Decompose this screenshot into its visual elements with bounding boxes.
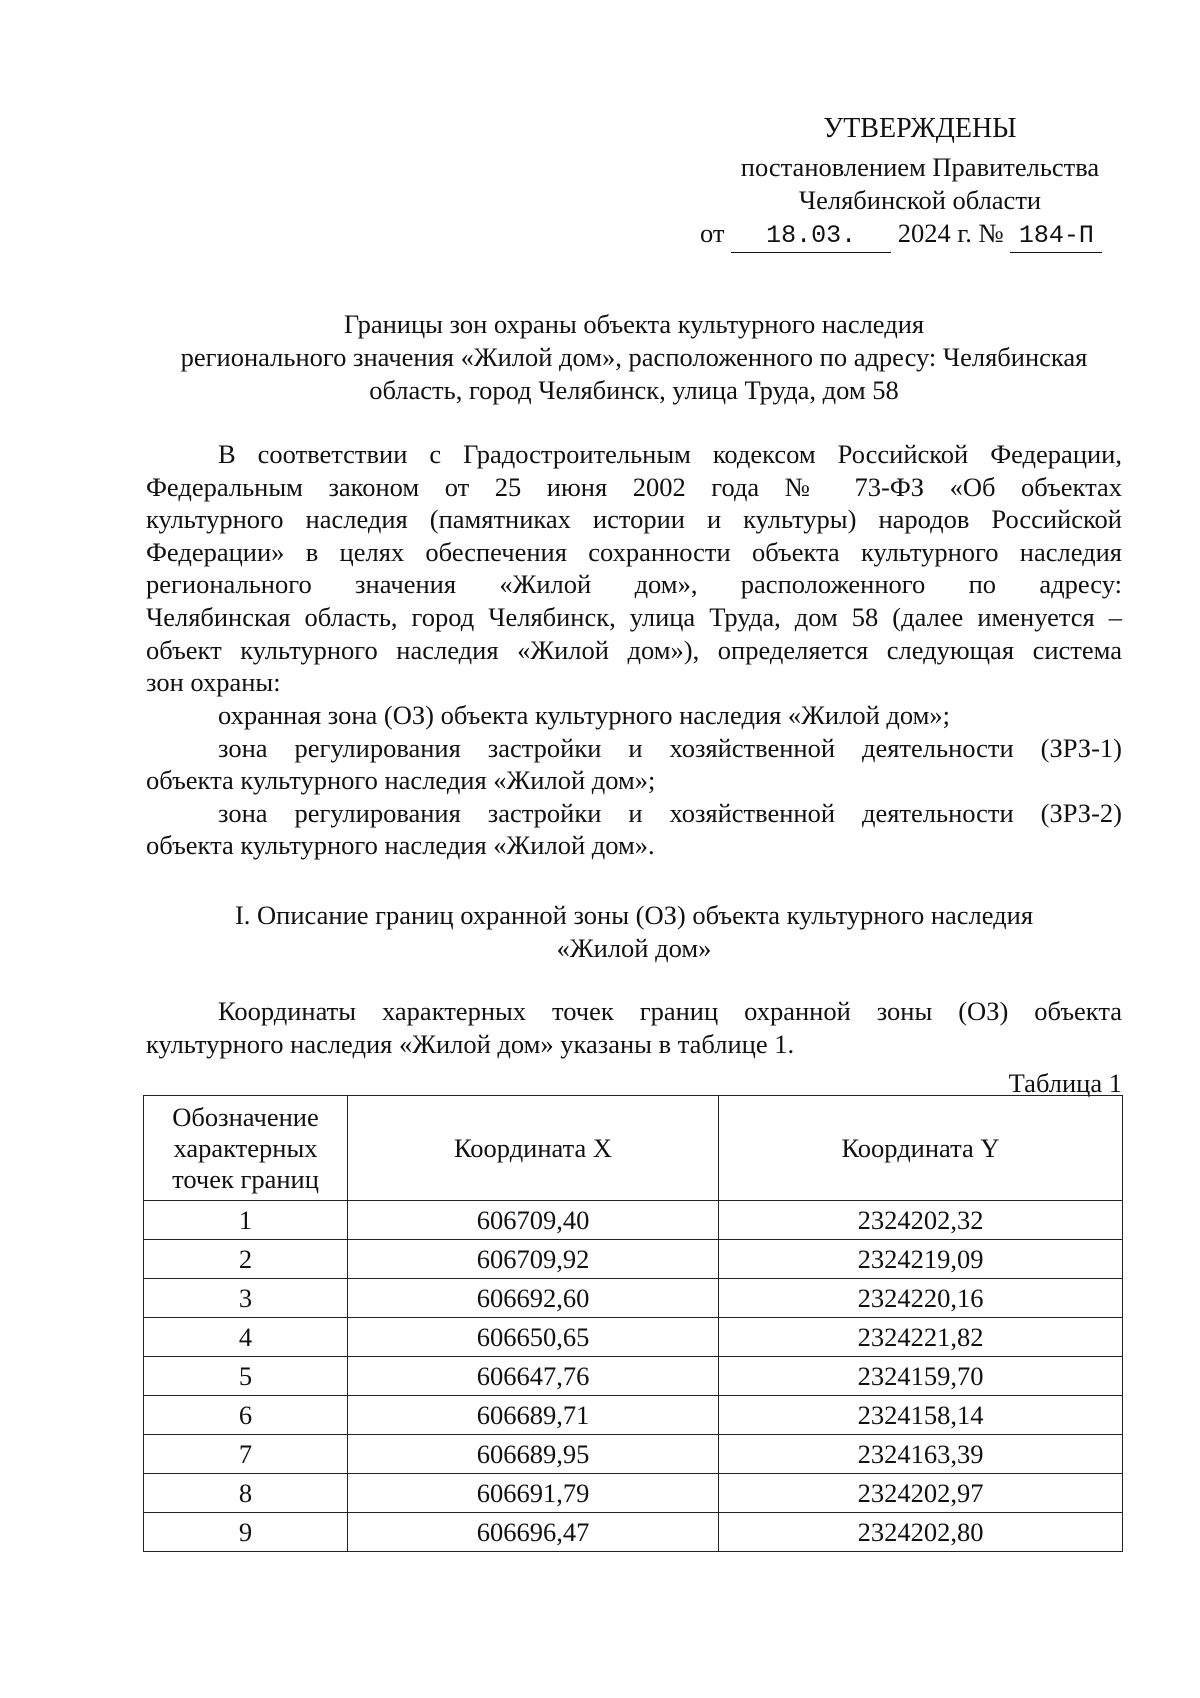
document-title (146, 308, 1122, 407)
cell-x: 606696,47 (348, 1513, 719, 1552)
table-row (144, 1474, 1123, 1513)
cell-point: 6 (144, 1396, 348, 1435)
table-row (144, 1435, 1123, 1474)
intro-line: Федеральным законом от 25 июня 2002 года № 73-ФЗ «Об объектах (146, 471, 1122, 502)
cell-point: 7 (144, 1435, 348, 1474)
coordinates-table (143, 1095, 1123, 1552)
cell-x: 606691,79 (348, 1474, 719, 1513)
table-header-row (144, 1096, 1123, 1201)
table-caption: Таблица 1 (1008, 1068, 1122, 1098)
cell-x: 606650,65 (348, 1318, 719, 1357)
approval-date-prefix: от (700, 218, 725, 248)
section-line: Координаты характерных точек границ охранной зоны (ОЗ) объекта (218, 996, 1122, 1026)
approval-issuer: постановлением Правительства (740, 152, 1100, 182)
intro-line: культурного наследия (памятниках истории и культуры) народов Российской (146, 504, 1122, 535)
approval-number: 184-П (1010, 220, 1102, 253)
table-row (144, 1279, 1123, 1318)
zone-item (146, 797, 1122, 862)
cell-point: 4 (144, 1318, 348, 1357)
header-x: Координата X (348, 1096, 719, 1201)
cell-y: 2324202,97 (719, 1474, 1123, 1513)
zone-line: зона регулирования застройки и хозяйственной деятельности (ЗРЗ-1) (218, 732, 1122, 763)
cell-point: 3 (144, 1279, 348, 1318)
table-row (144, 1513, 1123, 1552)
approval-region: Челябинской области (798, 185, 1042, 215)
table-body (144, 1201, 1123, 1552)
intro-line: Федерации» в целях обеспечения сохранности объекта культурного наследия (146, 536, 1122, 567)
intro-paragraph (146, 438, 1122, 699)
intro-line: объект культурного наследия «Жилой дом»), определяется следующая система (146, 634, 1122, 665)
zone-item (146, 699, 1122, 732)
header-point: Обозначение характерных точек границ (144, 1096, 348, 1201)
zone-line: объекта культурного наследия «Жилой дом»; (146, 765, 656, 796)
section-title-line: «Жилой дом» (556, 933, 712, 963)
cell-point: 5 (144, 1357, 348, 1396)
cell-x: 606709,40 (348, 1201, 719, 1240)
cell-x: 606689,95 (348, 1435, 719, 1474)
approval-date-row (700, 217, 1140, 253)
cell-x: 606647,76 (348, 1357, 719, 1396)
table-row (144, 1240, 1123, 1279)
cell-point: 1 (144, 1201, 348, 1240)
table-row (144, 1318, 1123, 1357)
intro-line: В соответствии с Градостроительным кодексом Российской Федерации, (218, 439, 1122, 469)
intro-line: зон охраны: (146, 667, 281, 698)
zone-line: объекта культурного наследия «Жилой дом». (146, 830, 655, 861)
section-line: культурного наследия «Жилой дом» указаны в таблице 1. (146, 1028, 795, 1059)
cell-y: 2324159,70 (719, 1357, 1123, 1396)
intro-line: регионального значения «Жилой дом», расположенного по адресу: (146, 569, 1122, 600)
title-line: Границы зон охраны объекта культурного наследия (343, 309, 925, 339)
cell-x: 606692,60 (348, 1279, 719, 1318)
cell-point: 8 (144, 1474, 348, 1513)
title-line: регионального значения «Жилой дом», расположенного по адресу: Челябинская (180, 342, 1088, 372)
approval-title: УТВЕРЖДЕНЫ (823, 113, 1017, 144)
cell-point: 9 (144, 1513, 348, 1552)
cell-y: 2324202,32 (719, 1201, 1123, 1240)
cell-y: 2324219,09 (719, 1240, 1123, 1279)
approval-date: 18.03. (731, 220, 891, 253)
section-paragraph (146, 995, 1122, 1060)
zones-list (146, 699, 1122, 862)
cell-y: 2324220,16 (719, 1279, 1123, 1318)
table-row (144, 1396, 1123, 1435)
table-row (144, 1201, 1123, 1240)
zone-line: зона регулирования застройки и хозяйственной деятельности (ЗРЗ-2) (218, 797, 1122, 828)
header-y: Координата Y (719, 1096, 1123, 1201)
cell-x: 606689,71 (348, 1396, 719, 1435)
table-row (144, 1357, 1123, 1396)
title-line: область, город Челябинск, улица Труда, дом 58 (369, 375, 899, 405)
intro-line: Челябинская область, город Челябинск, улица Труда, дом 58 (далее именуется – (146, 601, 1122, 632)
cell-y: 2324221,82 (719, 1318, 1123, 1357)
approval-year: 2024 г. № (897, 218, 1004, 248)
section-title (146, 899, 1122, 965)
cell-y: 2324163,39 (719, 1435, 1123, 1474)
cell-y: 2324202,80 (719, 1513, 1123, 1552)
cell-x: 606709,92 (348, 1240, 719, 1279)
zone-line: охранная зона (ОЗ) объекта культурного наследия «Жилой дом»; (218, 700, 950, 730)
cell-y: 2324158,14 (719, 1396, 1123, 1435)
cell-point: 2 (144, 1240, 348, 1279)
zone-item (146, 732, 1122, 797)
section-title-line: I. Описание границ охранной зоны (ОЗ) объекта культурного наследия (234, 900, 1034, 930)
